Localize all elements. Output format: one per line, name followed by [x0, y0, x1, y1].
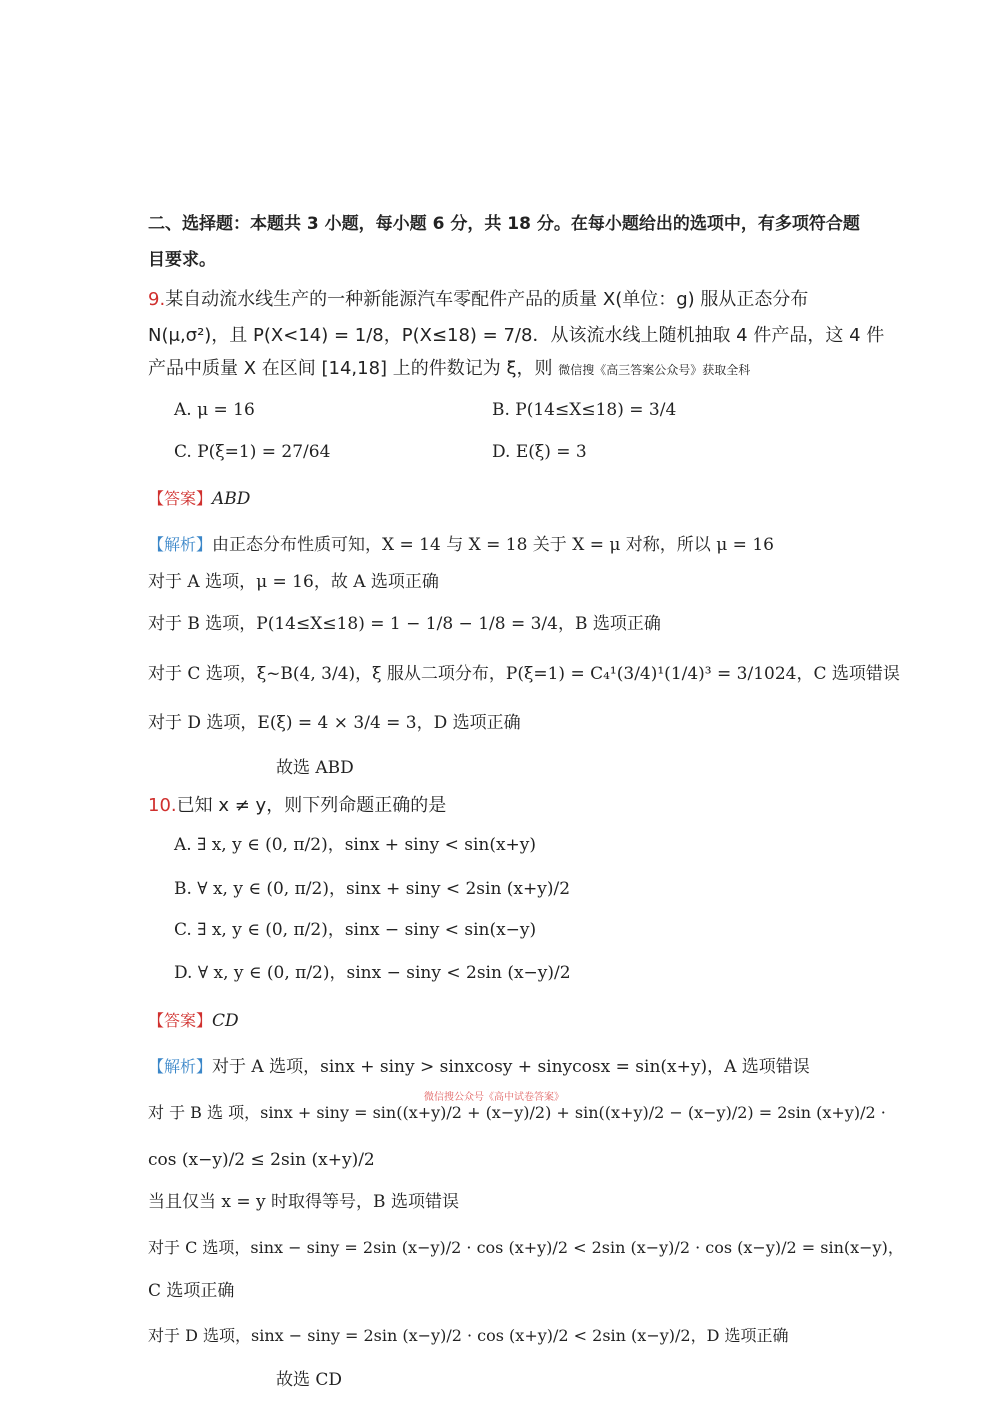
q10-stem-row [148, 794, 446, 818]
q9-option-b: B. P(14≤X≤18) = 3/4 [492, 400, 677, 420]
q10-option-c: C. ∃ x, y ∈ (0, π/2)，sinx − siny < sin(x−y) [174, 920, 537, 940]
q9-answer-tag: 【答案】 [148, 489, 213, 508]
q10-number: 10. [148, 795, 177, 816]
q10-conclusion: 故选 CD [276, 1370, 343, 1390]
q10-explain-6: 对于 D 选项，sinx − siny = 2sin (x−y)/2 · cos (x+y)/2 < 2sin (x−y)/2，D 选项正确 [148, 1326, 789, 1345]
q9-stem-line1 [148, 288, 808, 312]
q10-explain-4: 对于 C 选项，sinx − siny = 2sin (x−y)/2 · cos (x+y)/2 < 2sin (x−y)/2 · cos (x−y)/2 = sin(x−y)， [148, 1238, 904, 1257]
q10-explain-3: 当且仅当 x = y 时取得等号，B 选项错误 [148, 1192, 459, 1212]
q9-explain-tag: 【解析】 [148, 535, 213, 554]
q10-explain-0: 对于 A 选项，sinx + siny > sinxcosy + sinycosx = sin(x+y)，A 选项错误 [212, 1057, 810, 1077]
watermark-text: 微信搜公众号《高中试卷答案》 [424, 1092, 564, 1103]
q9-option-d: D. E(ξ) = 3 [492, 442, 587, 462]
q9-explain-row-0 [148, 533, 774, 557]
q10-explain-1: 对 于 B 选 项，sinx + siny = sin((x+y)/2 + (x−y)/2) + sin((x+y)/2 − (x−y)/2) = 2sin (x+y)/2 · [148, 1103, 886, 1122]
q9-option-a: A. μ = 16 [174, 400, 255, 420]
q9-stem-text1: 某自动流水线生产的一种新能源汽车零配件产品的质量 X(单位：g) 服从正态分布 [165, 289, 809, 310]
q10-answer-tag: 【答案】 [148, 1011, 213, 1030]
q9-explain-4: 对于 D 选项，E(ξ) = 4 × 3/4 = 3，D 选项正确 [148, 713, 521, 733]
q9-number: 9. [148, 289, 166, 310]
section-heading-line2: 目要求。 [148, 250, 216, 270]
q9-explain-0: 由正态分布性质可知，X = 14 与 X = 18 关于 X = μ 对称，所以 μ = 16 [212, 535, 774, 555]
q9-stem-text3: 产品中质量 X 在区间 [14,18] 上的件数记为 ξ，则 [148, 358, 553, 379]
q10-answer-row [148, 1009, 239, 1033]
q9-explain-3: 对于 C 选项，ξ~B(4, 3/4)，ξ 服从二项分布，P(ξ=1) = C₄¹(3/4)¹(1/4)³ = 3/1024，C 选项错误 [148, 664, 900, 684]
q9-explain-1: 对于 A 选项，μ = 16，故 A 选项正确 [148, 572, 439, 592]
q9-option-c: C. P(ξ=1) = 27/64 [174, 442, 331, 462]
q10-explain-row-0 [148, 1055, 810, 1079]
q9-explain-2: 对于 B 选项，P(14≤X≤18) = 1 − 1/8 − 1/8 = 3/4，B 选项正确 [148, 614, 661, 634]
section-heading-line1: 二、选择题：本题共 3 小题，每小题 6 分，共 18 分。在每小题给出的选项中，有多项符合题 [148, 214, 860, 234]
q9-answer: ABD [212, 489, 251, 509]
q10-answer: CD [212, 1011, 239, 1031]
q9-stem-note: 微信搜《高三答案公众号》获取全科 [558, 363, 751, 377]
q10-option-a: A. ∃ x, y ∈ (0, π/2)，sinx + siny < sin(x+y) [174, 835, 537, 855]
q9-conclusion: 故选 ABD [276, 758, 354, 778]
q10-option-b: B. ∀ x, y ∈ (0, π/2)，sinx + siny < 2sin (x+y)/2 [174, 879, 571, 899]
q10-option-d: D. ∀ x, y ∈ (0, π/2)，sinx − siny < 2sin (x−y)/2 [174, 963, 571, 983]
q9-stem-line2: N(μ,σ²)，且 P(X<14) = 1/8，P(X≤18) = 7/8．从该流水线上随机抽取 4 件产品，这 4 件 [148, 325, 885, 346]
q10-explain-tag: 【解析】 [148, 1057, 213, 1076]
q9-answer-row [148, 487, 250, 511]
q10-stem: 已知 x ≠ y，则下列命题正确的是 [176, 795, 447, 816]
q9-stem-line3 [148, 357, 750, 382]
q10-explain-2: cos (x−y)/2 ≤ 2sin (x+y)/2 [148, 1150, 375, 1170]
q10-explain-5: C 选项正确 [148, 1281, 235, 1301]
